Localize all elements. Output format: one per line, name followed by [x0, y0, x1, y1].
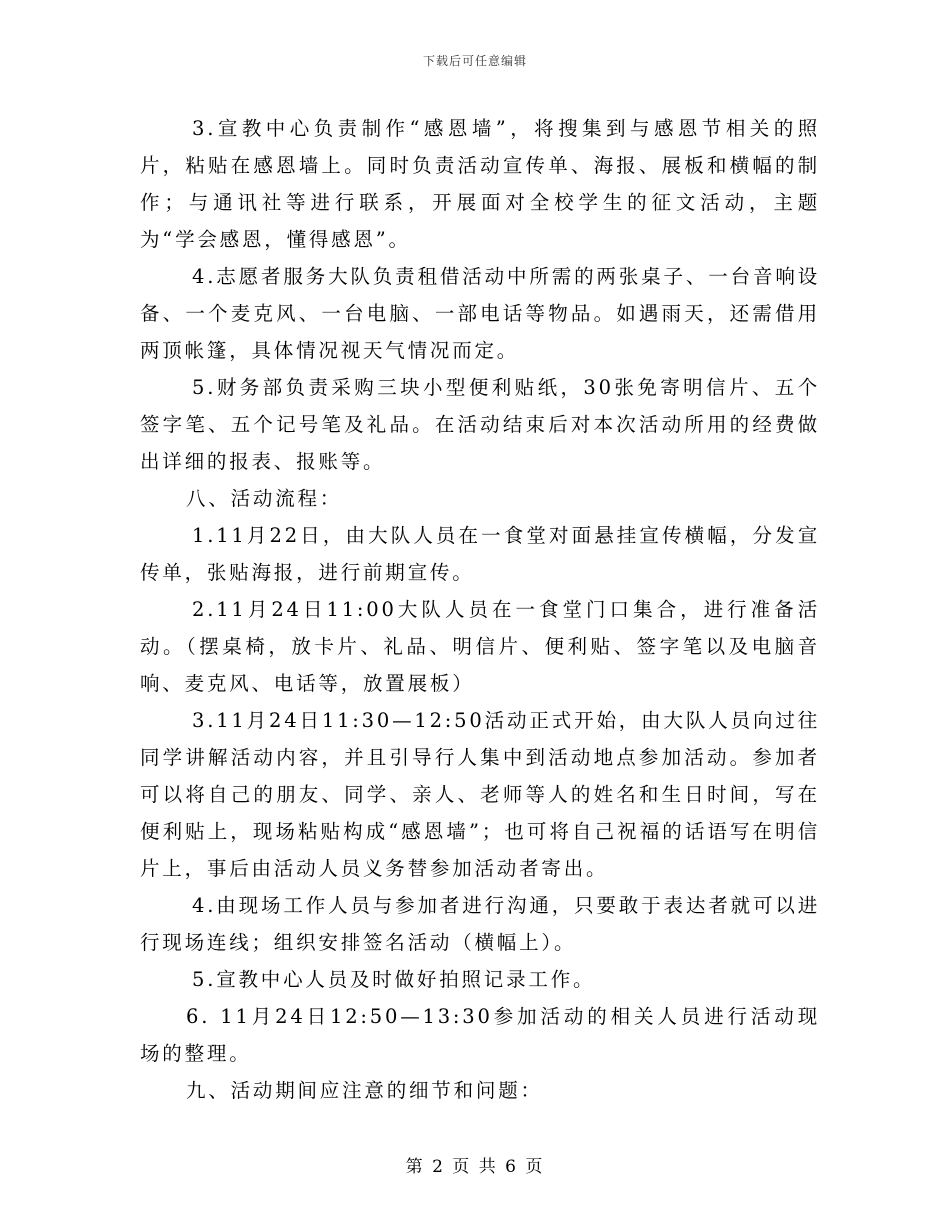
flow-step-2: 2.11月24日11:00大队人员在一食堂门口集合，进行准备活动。（摆桌椅，放卡片、礼品、明信片、便利贴、签字笔以及电脑音响、麦克风、电话等，放置展板） — [140, 598, 820, 695]
flow-step-6: 6. 11月24日12:50—13:30参加活动的相关人员进行活动现场的整理。 — [140, 1005, 820, 1065]
section-heading-activity-flow: 八、活动流程： — [186, 487, 343, 510]
section-heading-notes: 九、活动期间应注意的细节和问题： — [186, 1079, 543, 1102]
flow-step-4: 4.由现场工作人员与参加者进行沟通，只要敢于表达者就可以进行现场连线；组织安排签名活动（横幅上）。 — [140, 894, 820, 954]
paragraph-item-3: 3.宣教中心负责制作“感恩墙”，将搜集到与感恩节相关的照片，粘贴在感恩墙上。同时负责活动宣传单、海报、展板和横幅的制作；与通讯社等进行联系，开展面对全校学生的征文活动，主题为“学会感恩，懂得感恩”。 — [140, 117, 820, 251]
flow-step-1: 1.11月22日，由大队人员在一食堂对面悬挂宣传横幅，分发宣传单，张贴海报，进行前期宣传。 — [140, 524, 820, 584]
paragraph-item-4: 4.志愿者服务大队负责租借活动中所需的两张桌子、一台音响设备、一个麦克风、一台电脑、一部电话等物品。如遇雨天，还需借用两顶帐篷，具体情况视天气情况而定。 — [140, 265, 820, 362]
flow-step-3: 3.11月24日11:30—12:50活动正式开始，由大队人员向过往同学讲解活动内容，并且引导行人集中到活动地点参加活动。参加者可以将自己的朋友、同学、亲人、老师等人的姓名和生日时间，写在便利贴上，现场粘贴构成“感恩墙”；也可将自己祝福的话语写在明信片上，事后由活动人员义务替参加活动者寄出。 — [140, 709, 820, 880]
flow-step-5: 5.宣教中心人员及时做好拍照记录工作。 — [192, 968, 596, 991]
page-header: 下载后可任意编辑 — [422, 54, 527, 68]
page-number-footer: 第 2 页 共 6 页 — [405, 1157, 545, 1177]
paragraph-item-5: 5.财务部负责采购三块小型便利贴纸，30张免寄明信片、五个签字笔、五个记号笔及礼品。在活动结束后对本次活动所用的经费做出详细的报表、报账等。 — [140, 376, 820, 473]
document-body — [140, 110, 820, 1109]
